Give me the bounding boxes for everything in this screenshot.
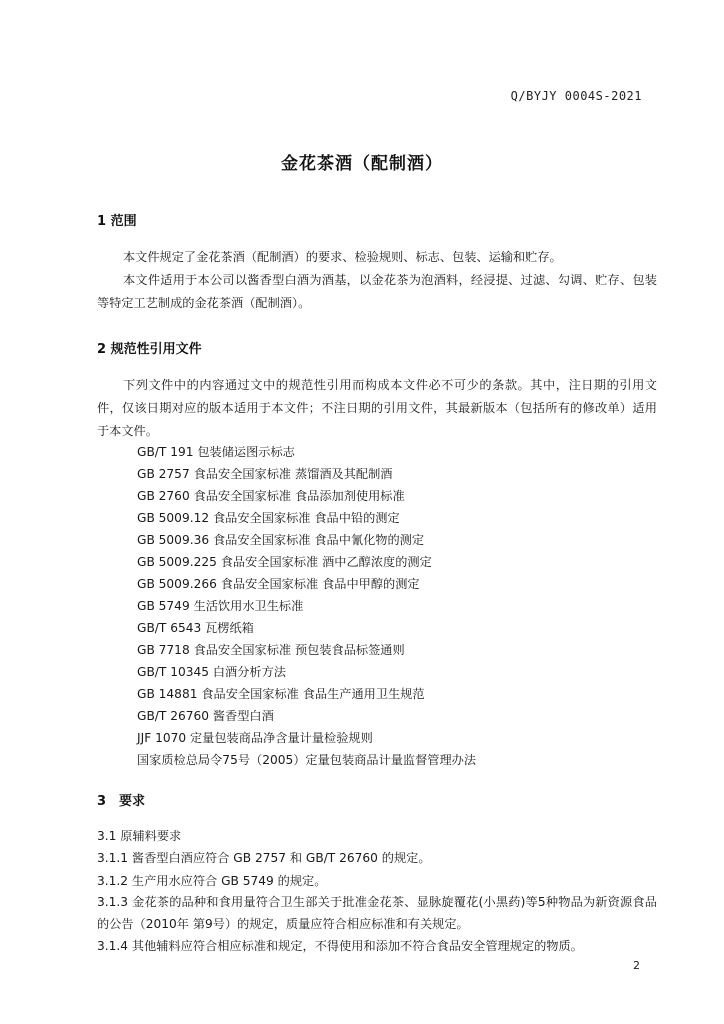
reference-item: GB/T 191 包装储运图示标志 bbox=[137, 445, 295, 459]
reference-item: GB 5009.12 食品安全国家标准 食品中铅的测定 bbox=[137, 511, 400, 525]
reference-item: GB/T 6543 瓦楞纸箱 bbox=[137, 621, 254, 635]
reference-item: GB 5009.36 食品安全国家标准 食品中氰化物的测定 bbox=[137, 533, 425, 547]
section-2-heading: 2 规范性引用文件 bbox=[97, 342, 202, 357]
reference-item: JJF 1070 定量包装商品净含量计量检验规则 bbox=[137, 731, 373, 745]
section-3-heading: 3 要求 bbox=[97, 794, 146, 809]
reference-item: GB 5009.225 食品安全国家标准 酒中乙醇浓度的测定 bbox=[137, 555, 432, 569]
section-1-heading: 1 范围 bbox=[97, 214, 137, 229]
reference-item: 国家质检总局令75号（2005）定量包装商品计量监督管理办法 bbox=[137, 753, 477, 767]
section-1-paragraph-1: 本文件规定了金花茶酒（配制酒）的要求、检验规则、标志、包装、运输和贮存。 bbox=[123, 250, 562, 264]
reference-item: GB 5009.266 食品安全国家标准 食品中甲醇的测定 bbox=[137, 577, 420, 591]
page-number: 2 bbox=[633, 959, 640, 972]
document-title: 金花茶酒（配制酒） bbox=[281, 154, 443, 174]
requirement-item: 3.1 原辅料要求 bbox=[97, 829, 182, 843]
reference-item: GB 2760 食品安全国家标准 食品添加剂使用标准 bbox=[137, 489, 405, 503]
requirement-item: 3.1.1 酱香型白酒应符合 GB 2757 和 GB/T 26760 的规定。 bbox=[97, 851, 431, 865]
document-number: Q/BYJY 0004S-2021 bbox=[510, 89, 642, 103]
section-2-intro: 下列文件中的内容通过文中的规范性引用而构成本文件必不可少的条款。其中，注日期的引用文件，仅该日期对应的版本适用于本文件；不注日期的引用文件，其最新版本（包括所有的修改单）适用于本文件。 bbox=[97, 378, 657, 438]
section-1-paragraph-2: 本文件适用于本公司以酱香型白酒为酒基，以金花茶为泡酒料，经浸提、过滤、勾调、贮存、包装等特定工艺制成的金花茶酒（配制酒）。 bbox=[97, 273, 657, 310]
reference-item: GB 14881 食品安全国家标准 食品生产通用卫生规范 bbox=[137, 687, 425, 701]
requirement-item: 3.1.2 生产用水应符合 GB 5749 的规定。 bbox=[97, 874, 327, 888]
requirement-item: 3.1.3 金花茶的品种和食用量符合卫生部关于批准金花茶、显脉旋覆花(小黑药)等5种物品为新资源食品的公告（2010年 第9号）的规定，质量应符合相应标准和有关规定。 bbox=[97, 895, 657, 931]
requirement-item: 3.1.4 其他辅料应符合相应标准和规定，不得使用和添加不符合食品安全管理规定的物质。 bbox=[97, 939, 583, 953]
reference-item: GB 7718 食品安全国家标准 预包装食品标签通则 bbox=[137, 643, 405, 657]
reference-item: GB 2757 食品安全国家标准 蒸馏酒及其配制酒 bbox=[137, 467, 393, 481]
reference-item: GB 5749 生活饮用水卫生标准 bbox=[137, 599, 304, 613]
reference-item: GB/T 26760 酱香型白酒 bbox=[137, 709, 274, 723]
reference-item: GB/T 10345 白酒分析方法 bbox=[137, 665, 286, 679]
